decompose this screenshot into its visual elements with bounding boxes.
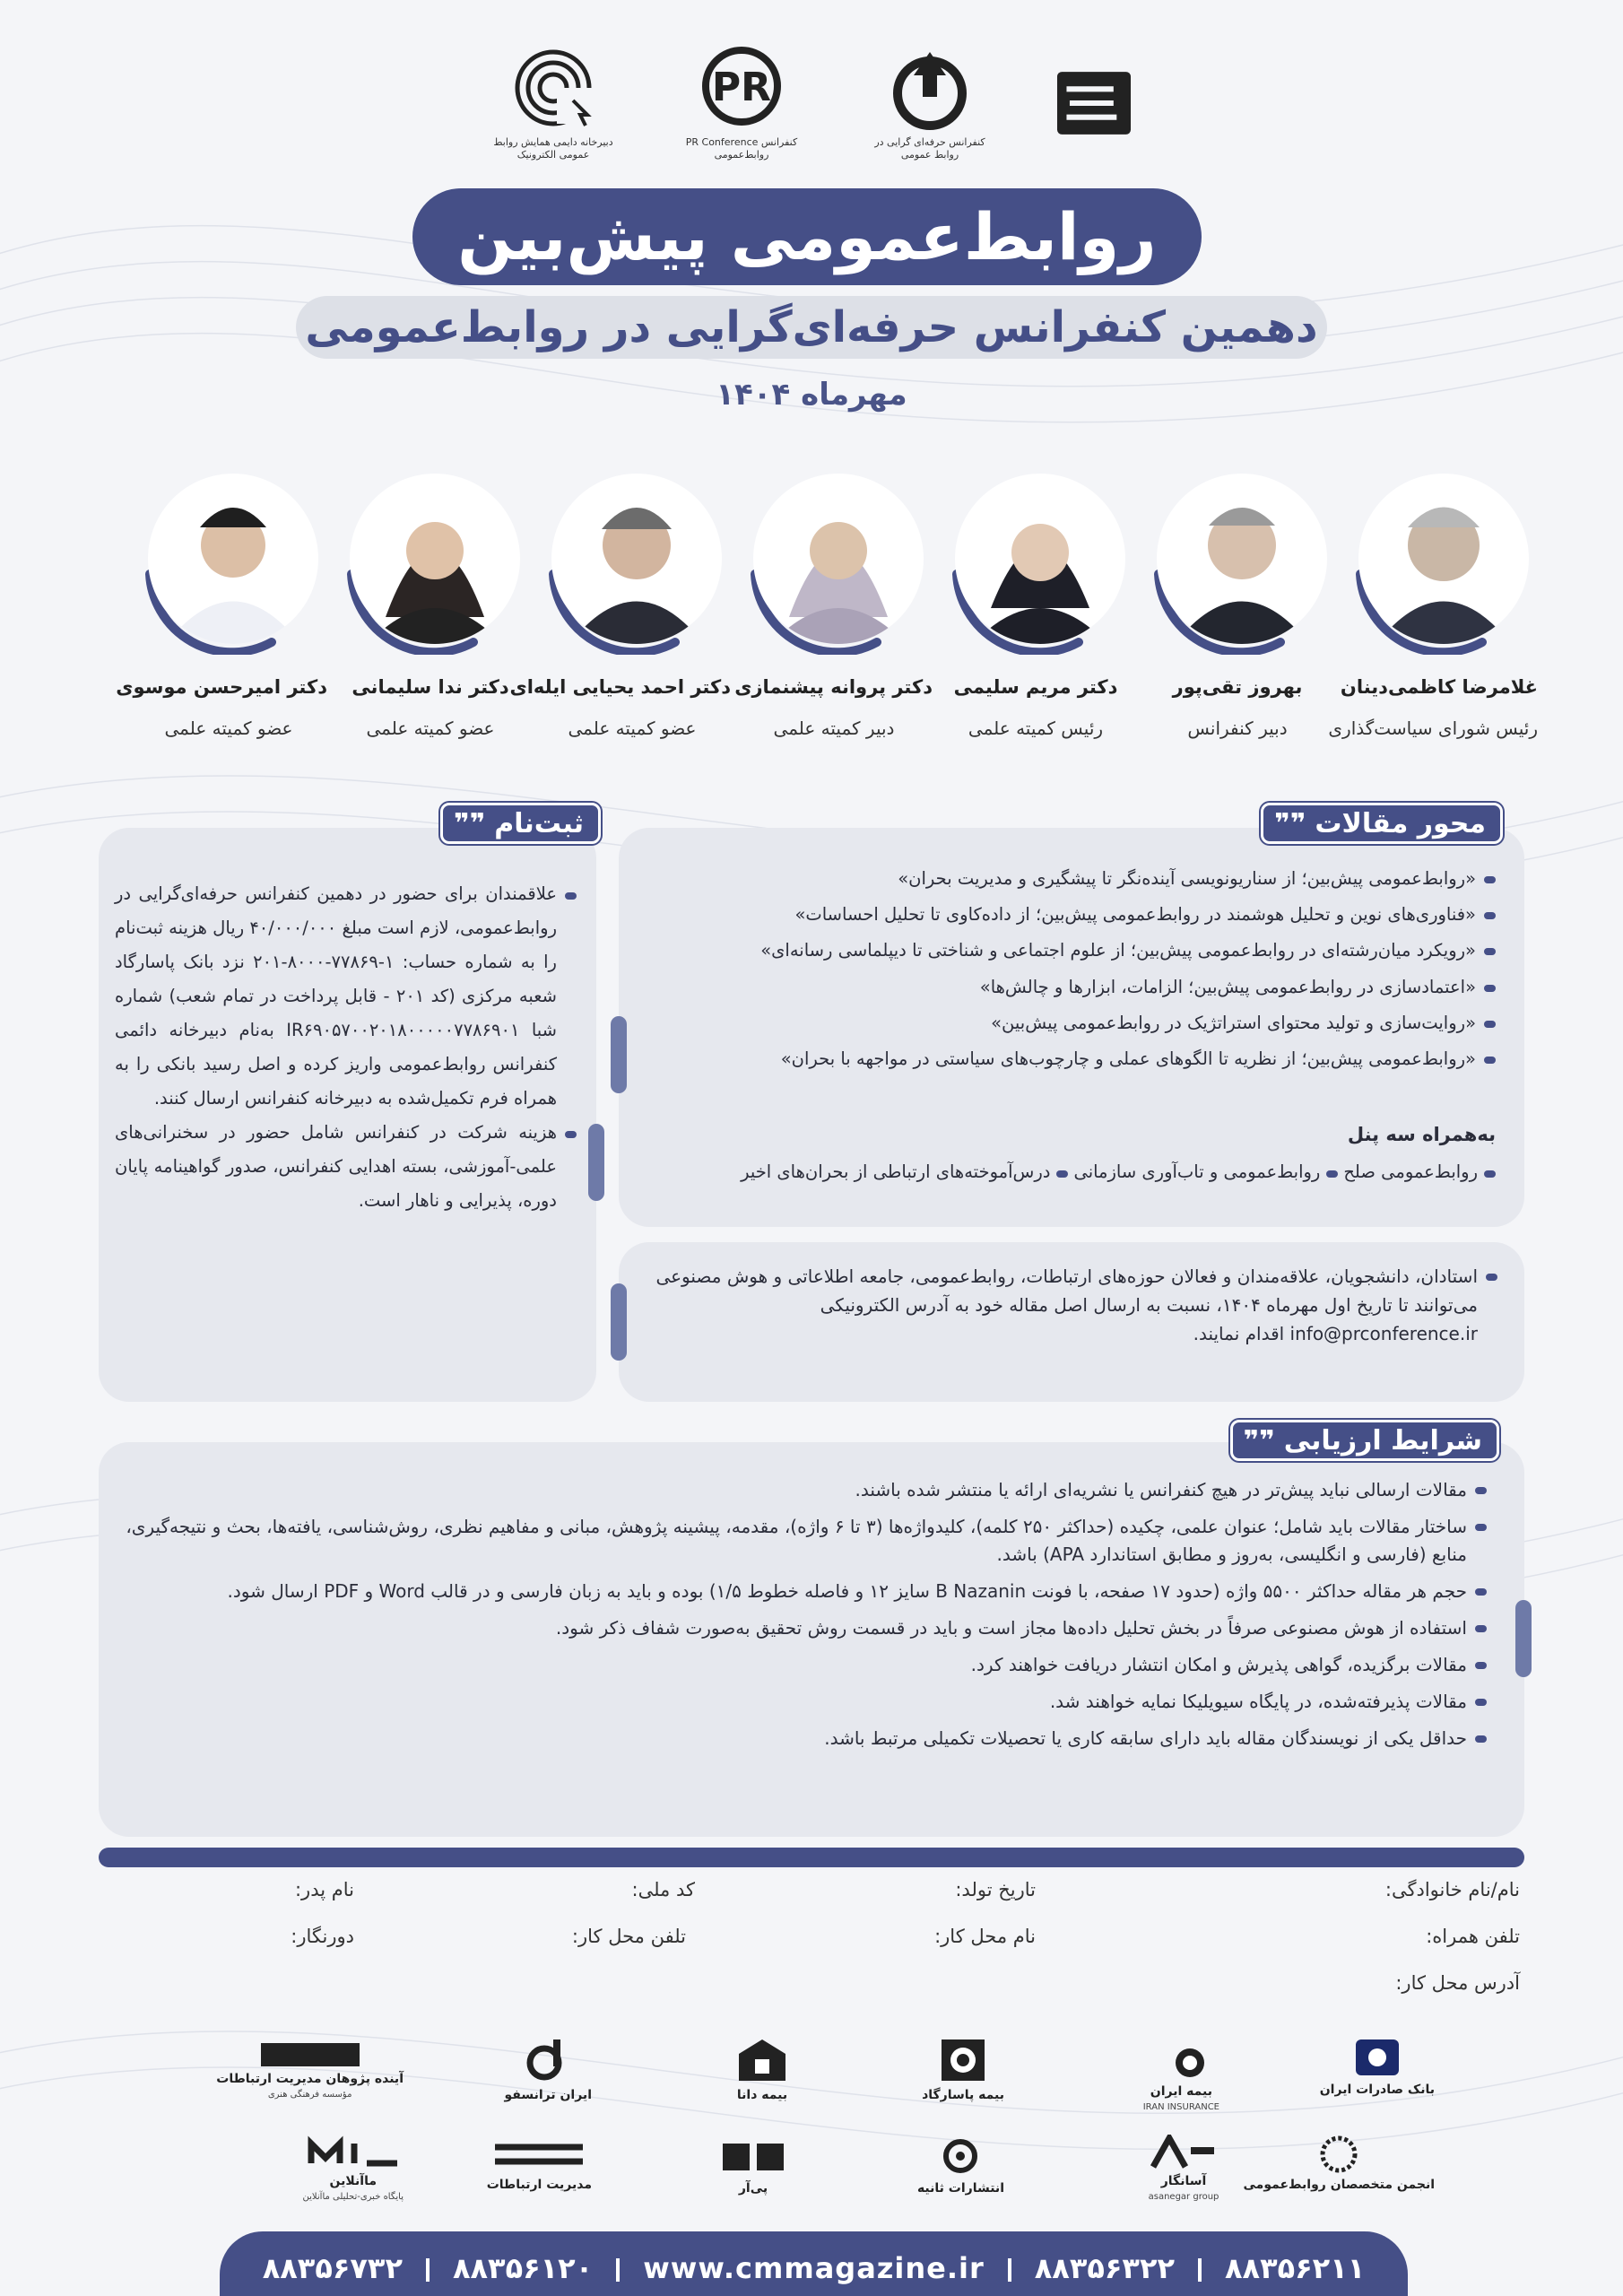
- speaker-card: [937, 466, 1134, 739]
- speaker-name: غلامرضا کاظمی‌دینان: [1340, 676, 1538, 698]
- logo-caption: PR Conference کنفرانس روابط‌عمومی: [685, 135, 798, 161]
- sponsor-name: انتشارات ثانیه: [916, 2181, 1004, 2196]
- association-seal-icon: [1312, 2135, 1366, 2174]
- speaker-name: دکتر احمد یحیایی ایله‌ای: [509, 676, 731, 698]
- panels-list: [644, 1161, 1496, 1182]
- sun-logo-icon: [936, 2036, 990, 2084]
- sponsor-logo: [216, 2041, 404, 2100]
- field-national-code[interactable]: کد ملی:: [631, 1879, 695, 1900]
- speaker-photo: [350, 474, 520, 644]
- list-item: درس‌آموخته‌های ارتباطی از بحران‌های اخیر: [741, 1161, 1068, 1182]
- list-item: «روابط‌عمومی پیش‌بین؛ از نظریه تا الگوهای عملی و چارچوب‌های سیاستی در مواجهه با بحران»: [644, 1046, 1496, 1073]
- speaker-name: بهروز تقی‌پور: [1172, 676, 1303, 698]
- sponsor-name: ماآنلاین: [329, 2174, 377, 2188]
- evaluation-heading: [1230, 1420, 1499, 1461]
- speaker-card: [735, 466, 933, 739]
- topics-heading: [1261, 803, 1503, 844]
- list-item: مقالات پذیرفته‌شده، در پایگاه سیویلیکا نمایه خواهند شد.: [88, 1688, 1487, 1716]
- sponsor-name: مدیریت ارتباطات: [486, 2178, 592, 2192]
- speaker-name: دکتر پروانه پیشنمازی: [734, 676, 933, 698]
- sponsor-subtitle: IRAN INSURANCE: [1142, 2102, 1219, 2112]
- sponsor-logo: [735, 2036, 789, 2102]
- speaker-role: رئیس کمیته علمی: [968, 718, 1104, 739]
- panel-tab: [588, 1124, 604, 1201]
- list-item: «اعتمادسازی در روابط‌عمومی پیش‌بین؛ الزامات، ابزارها و چالش‌ها»: [644, 974, 1496, 1001]
- subtitle-banner: [296, 296, 1327, 359]
- sponsor-logo: [1320, 2036, 1435, 2097]
- quote-mark-icon: ❞❞: [1243, 1424, 1275, 1457]
- subtitle: دهمین کنفرانس حرفه‌ای‌گرایی در روابط‌عمومی: [305, 302, 1318, 352]
- speaker-card: [116, 466, 327, 739]
- sponsor-name: بیمه ایران: [1150, 2084, 1212, 2099]
- person-avatar-icon: [148, 474, 318, 644]
- speaker-role: دبیر کمیته علمی: [773, 718, 895, 739]
- panels-title: به‌همراه سه پنل: [1347, 1124, 1496, 1145]
- sponsor-logo: [917, 2135, 1004, 2196]
- quote-mark-icon: ❞❞: [453, 807, 486, 839]
- sponsor-logo: [303, 2135, 404, 2202]
- field-mobile[interactable]: تلفن همراه:: [1426, 1926, 1520, 1947]
- main-title: روابط‌عمومی پیش‌بین: [457, 199, 1157, 274]
- person-avatar-icon: [955, 474, 1125, 644]
- field-father-name[interactable]: نام پدر:: [294, 1879, 354, 1900]
- sponsor-logo: [504, 2036, 592, 2102]
- bank-logo-icon: [1350, 2036, 1404, 2079]
- logo-weekly: [1051, 60, 1137, 146]
- speaker-photo: [551, 474, 722, 644]
- ma-online-logo-icon: [304, 2135, 403, 2170]
- speaker-name: دکتر مریم سلیمی: [953, 676, 1118, 698]
- speaker-photo: [753, 474, 924, 644]
- camera-logo-icon: [933, 2135, 987, 2178]
- section-title: ثبت‌نام: [494, 807, 584, 839]
- person-avatar-icon: [1157, 474, 1327, 644]
- sponsor-logo: [1243, 2135, 1435, 2192]
- speaker-card: [1139, 466, 1336, 739]
- speaker-role: عضو کمیته علمی: [568, 718, 697, 739]
- section-title: شرایط ارزیابی: [1283, 1424, 1482, 1457]
- sponsor-subtitle: asanegar group: [1148, 2192, 1219, 2202]
- footer-phone[interactable]: ۸۸۳۵۶۲۱۱: [1225, 2251, 1366, 2285]
- sponsor-logo: [922, 2036, 1004, 2102]
- logo-exhibition-secretariat: [486, 45, 621, 162]
- form-divider: [99, 1848, 1524, 1867]
- list-item: «روابط‌عمومی پیش‌بین؛ از سناریونویسی آینده‌نگر تا پیشگیری و مدیریت بحران»: [644, 865, 1496, 892]
- speaker-role: عضو کمیته علمی: [366, 718, 495, 739]
- panel-tab: [611, 1016, 627, 1093]
- speaker-name: دکتر امیرحسن موسوی: [116, 676, 327, 698]
- field-birth-date[interactable]: تاریخ تولد:: [955, 1879, 1036, 1900]
- footer-phone[interactable]: ۸۸۳۵۶۳۲۲: [1034, 2251, 1176, 2285]
- speaker-photo: [955, 474, 1125, 644]
- list-item: مقالات برگزیده، گواهی پذیرش و امکان انتشار دریافت خواهند کرد.: [88, 1651, 1487, 1679]
- asanegar-logo-icon: [1148, 2135, 1219, 2170]
- field-workplace[interactable]: نام محل کار:: [934, 1926, 1036, 1947]
- speaker-card: [332, 466, 529, 739]
- list-item: استفاده از هوش مصنوعی صرفاً در بخش تحلیل داده‌ها مجاز است و باید در قسمت روش تحقیق به‌صورت شفاف ذکر شود.: [88, 1614, 1487, 1642]
- sponsor-name: بیمه پاسارگاد: [922, 2088, 1004, 2102]
- field-fax[interactable]: دورنگار:: [291, 1926, 354, 1947]
- association-logo-icon: [887, 45, 973, 131]
- sponsor-name: بیمه دانا: [736, 2088, 788, 2102]
- speaker-card: [509, 466, 731, 739]
- footer-website-link[interactable]: www.cmmagazine.ir: [643, 2251, 985, 2285]
- logo-pr-association: [863, 45, 997, 162]
- topics-panel: [619, 828, 1524, 1227]
- dana-logo-icon: [735, 2036, 789, 2084]
- logo-caption: کنفرانس حرفه‌ای گرایی در روابط عمومی: [874, 135, 985, 161]
- person-avatar-icon: [753, 474, 924, 644]
- speaker-photo: [1358, 474, 1529, 644]
- footer-contact-bar: [220, 2231, 1408, 2296]
- field-name[interactable]: نام/نام خانوادگی:: [1384, 1879, 1520, 1900]
- list-item: هزینه شرکت در کنفرانس شامل حضور در سخنرانی‌های علمی-آموزشی، بسته اهدایی کنفرانس، صدور گواهینامه پایان دوره، پذیرایی و ناهار است.: [115, 1116, 577, 1218]
- field-work-address[interactable]: آدرس محل کار:: [1395, 1972, 1520, 1994]
- sponsor-name: آسانگار: [1160, 2174, 1207, 2188]
- speaker-card: [1328, 466, 1538, 739]
- speaker-photo: [148, 474, 318, 644]
- svg-text:PR: PR: [711, 64, 772, 110]
- list-item: «روایت‌سازی و تولید محتوای استراتژیک در روابط‌عمومی پیش‌بین»: [644, 1010, 1496, 1037]
- speaker-photo: [1157, 474, 1327, 644]
- sponsor-name: پی‌آر: [738, 2181, 768, 2196]
- sponsor-subtitle: پایگاه خبری-تحلیلی ماآنلاین: [302, 2192, 404, 2202]
- footer-separator: [616, 2258, 620, 2282]
- list-item: «رویکرد میان‌رشته‌ای در روابط‌عمومی پیش‌بین؛ از علوم اجتماعی و شناختی تا دیپلماسی رسانه‌ای»: [644, 937, 1496, 964]
- panel-tab: [611, 1283, 627, 1361]
- header-logos: [0, 40, 1623, 166]
- sponsor-name: ایران ترانسفو: [504, 2088, 592, 2102]
- main-title-banner: [412, 188, 1202, 285]
- registration-form: [99, 1879, 1520, 2005]
- logo-pr-conference: [674, 45, 809, 162]
- quote-mark-icon: ❞❞: [1274, 807, 1306, 839]
- comm-management-logo-icon: [490, 2135, 588, 2174]
- list-item: «فناوری‌های نوین و تحلیل هوشمند در روابط‌عمومی پیش‌بین؛ از داده‌کاوی تا تحلیل احساسات»: [644, 901, 1496, 928]
- person-avatar-icon: [350, 474, 520, 644]
- sponsor-logo: [717, 2135, 789, 2196]
- speaker-name: دکتر ندا سلیمانی: [352, 676, 509, 698]
- research-logo-icon: [261, 2041, 360, 2068]
- calligraphy-logo-icon: [1051, 60, 1137, 146]
- footer-phone[interactable]: ۸۸۳۵۶۱۲۰: [452, 2251, 594, 2285]
- list-item: حداقل یکی از نویسندگان مقاله باید دارای سابقه کاری یا تحصیلات تکمیلی مرتبط باشد.: [88, 1725, 1487, 1752]
- sponsor-logo: [1143, 2045, 1219, 2112]
- spiral-logo-icon: [510, 45, 596, 131]
- list-item: مقالات ارسالی نباید پیش‌تر در هیچ کنفرانس یا نشریه‌ای ارائه یا منتشر شده باشند.: [88, 1476, 1487, 1504]
- list-item: ساختار مقالات باید شامل؛ عنوان علمی، چکیده (حداکثر ۲۵۰ کلمه)، کلیدواژه‌ها (۳ تا ۶ واژه)، مقدمه، پیشینه پژوهش، مبانی و مفاهیم نظری، روش‌شناسی، یافته‌ها، بحث و نتیجه‌گیری، منابع (فارسی و انگلیسی، به‌روز و مطابق استاندارد APA) باشد.: [88, 1513, 1487, 1569]
- list-item: علاقمندان برای حضور در دهمین کنفرانس حرفه‌ای‌گرایی در روابط‌عمومی، لازم است مبلغ ۴۰/۰۰۰/۰۰۰ ریال هزینه ثبت‌نام را به شماره حساب: ۱-۷۷۸۶۹-۸۰۰۰-۲۰۱ نزد بانک پاسارگاد شعبه مرکزی (کد ۲۰۱ - قابل پرداخت در تمام شعب) شماره شبا IR۶۹۰۵۷۰۰۲۰۱۸۰۰۰۰۰۷۷۸۶۹۰۱ به‌نام دبیرخانه دائمی کنفرانس روابط‌عمومی واریز کرده و اصل رسید بانکی را به همراه فرم تکمیل‌شده به دبیرخانه کنفرانس ارسال کنند.: [115, 877, 577, 1116]
- pr-news-logo-icon: [717, 2135, 789, 2178]
- section-title: محور مقالات: [1315, 807, 1486, 839]
- field-work-phone[interactable]: تلفن محل کار:: [571, 1926, 686, 1947]
- logo-caption: دبیرخانه دایمی همایش روابط عمومی الکترونیک: [493, 135, 613, 161]
- registration-heading: [440, 803, 601, 844]
- sponsors: [197, 2036, 1435, 2215]
- sponsor-name: آینده پژوهان مدیریت ارتباطات: [216, 2072, 404, 2086]
- sponsor-subtitle: مؤسسه فرهنگی هنری: [267, 2090, 352, 2100]
- sponsor-name: بانک صادرات ایران: [1319, 2083, 1435, 2097]
- list-item: روابط‌عمومی صلح: [1343, 1161, 1496, 1182]
- registration-list: [115, 877, 577, 1218]
- sponsor-name: انجمن متخصصان روابط‌عمومی: [1243, 2178, 1435, 2192]
- pr-logo-icon: [699, 45, 785, 131]
- registration-panel: [99, 828, 596, 1402]
- speaker-role: رئیس شورای سیاست‌گذاری: [1328, 718, 1538, 739]
- speakers-row: [103, 466, 1538, 771]
- sponsor-logo: [487, 2135, 592, 2192]
- insurance-logo-icon: [1154, 2045, 1208, 2081]
- speaker-role: دبیر کنفرانس: [1187, 718, 1288, 739]
- list-item: روابط‌عمومی و تاب‌آوری سازمانی: [1073, 1161, 1338, 1182]
- person-avatar-icon: [1358, 474, 1529, 644]
- list-item: حجم هر مقاله حداکثر ۵۵۰۰ واژه (حدود ۱۷ صفحه، با فونت B Nazanin سایز ۱۲ و فاصله خطوط ۱/۵) بوده و باید به زبان فارسی و در قالب Word و PDF ارسال شود.: [88, 1578, 1487, 1605]
- evaluation-panel: [99, 1442, 1524, 1837]
- event-date: مهرماه ۱۴۰۴: [716, 377, 907, 413]
- person-avatar-icon: [551, 474, 722, 644]
- footer-separator: [1198, 2258, 1202, 2282]
- panel-tab: [1515, 1600, 1532, 1677]
- speaker-role: عضو کمیته علمی: [164, 718, 293, 739]
- footer-separator: [1008, 2258, 1011, 2282]
- transfo-logo-icon: [521, 2036, 575, 2084]
- footer-phone[interactable]: ۸۸۳۵۶۷۳۲: [262, 2251, 403, 2285]
- call-text: استادان، دانشجویان، علاقه‌مندان و فعالان حوزه‌های ارتباطات، روابط‌عمومی، جامعه اطلاعاتی و هوش مصنوعی می‌توانند تا تاریخ اول مهرماه ۱۴۰۴، نسبت به ارسال اصل مقاله خود به آدرس الکترونیکی info@prconference.ir اقدام نمایند.: [637, 1262, 1497, 1348]
- evaluation-list: [88, 1476, 1487, 1761]
- topics-list: [644, 865, 1496, 1082]
- sponsor-logo: [1148, 2135, 1219, 2202]
- call-for-papers-panel: [619, 1242, 1524, 1402]
- footer-separator: [426, 2258, 430, 2282]
